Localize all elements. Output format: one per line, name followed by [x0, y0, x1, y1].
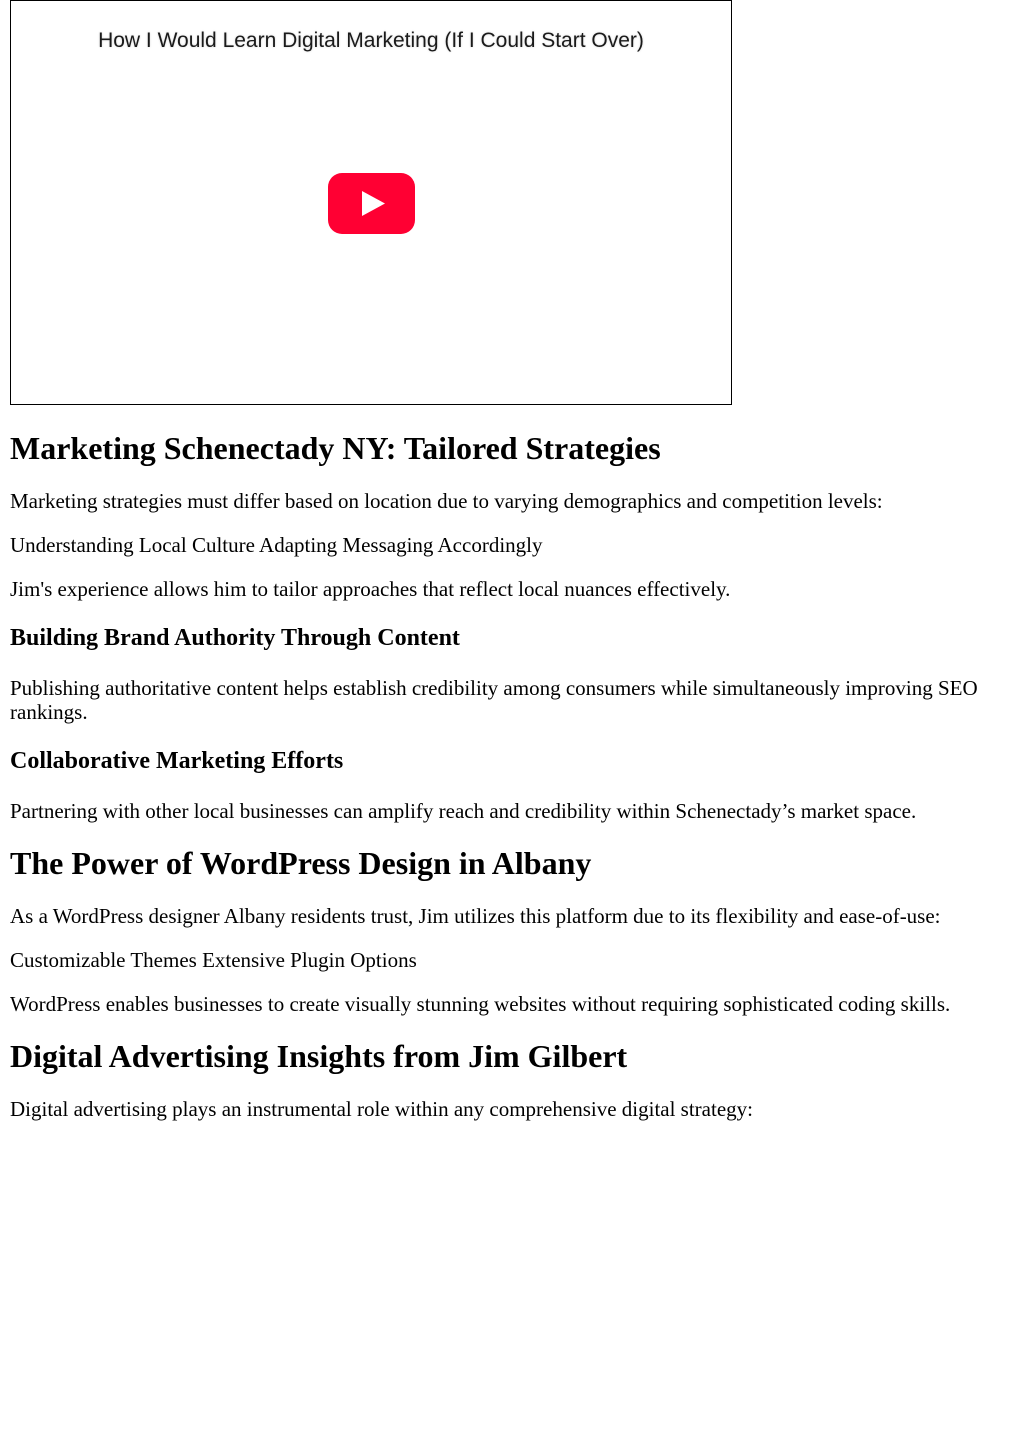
paragraph: Understanding Local Culture Adapting Messaging Accordingly — [10, 532, 543, 557]
paragraph: Jim's experience allows him to tailor approaches that reflect local nuances effectively. — [10, 577, 731, 602]
paragraph: Partnering with other local businesses can amplify reach and credibility within Schenectady’s market space. — [10, 798, 917, 823]
youtube-video-embed[interactable] — [10, 0, 732, 405]
paragraph: As a WordPress designer Albany residents trust, Jim utilizes this platform due to its flexibility and ease-of-use: — [10, 903, 941, 928]
paragraph: Customizable Themes Extensive Plugin Options — [10, 947, 417, 972]
section-heading-marketing-schenectady: Marketing Schenectady NY: Tailored Strategies — [10, 430, 661, 466]
section-heading-digital-advertising: Digital Advertising Insights from Jim Gilbert — [10, 1038, 628, 1075]
paragraph: Publishing authoritative content helps establish credibility among consumers while simultaneously improving SEO rankings. — [10, 675, 978, 724]
subheading-brand-authority: Building Brand Authority Through Content — [10, 625, 460, 652]
paragraph: Digital advertising plays an instrumental role within any comprehensive digital strategy: — [10, 1096, 753, 1121]
play-icon — [328, 173, 415, 234]
paragraph: Marketing strategies must differ based on location due to varying demographics and competition levels: — [10, 488, 883, 513]
video-title[interactable]: How I Would Learn Digital Marketing (If I Could Start Over) — [98, 29, 644, 52]
section-heading-wordpress-design: The Power of WordPress Design in Albany — [10, 844, 592, 881]
subheading-collaborative-marketing: Collaborative Marketing Efforts — [10, 748, 344, 775]
play-button[interactable] — [328, 173, 415, 234]
article-content — [10, 0, 1010, 1121]
paragraph: WordPress enables businesses to create visually stunning websites without requiring sophisticated coding skills. — [10, 991, 951, 1016]
